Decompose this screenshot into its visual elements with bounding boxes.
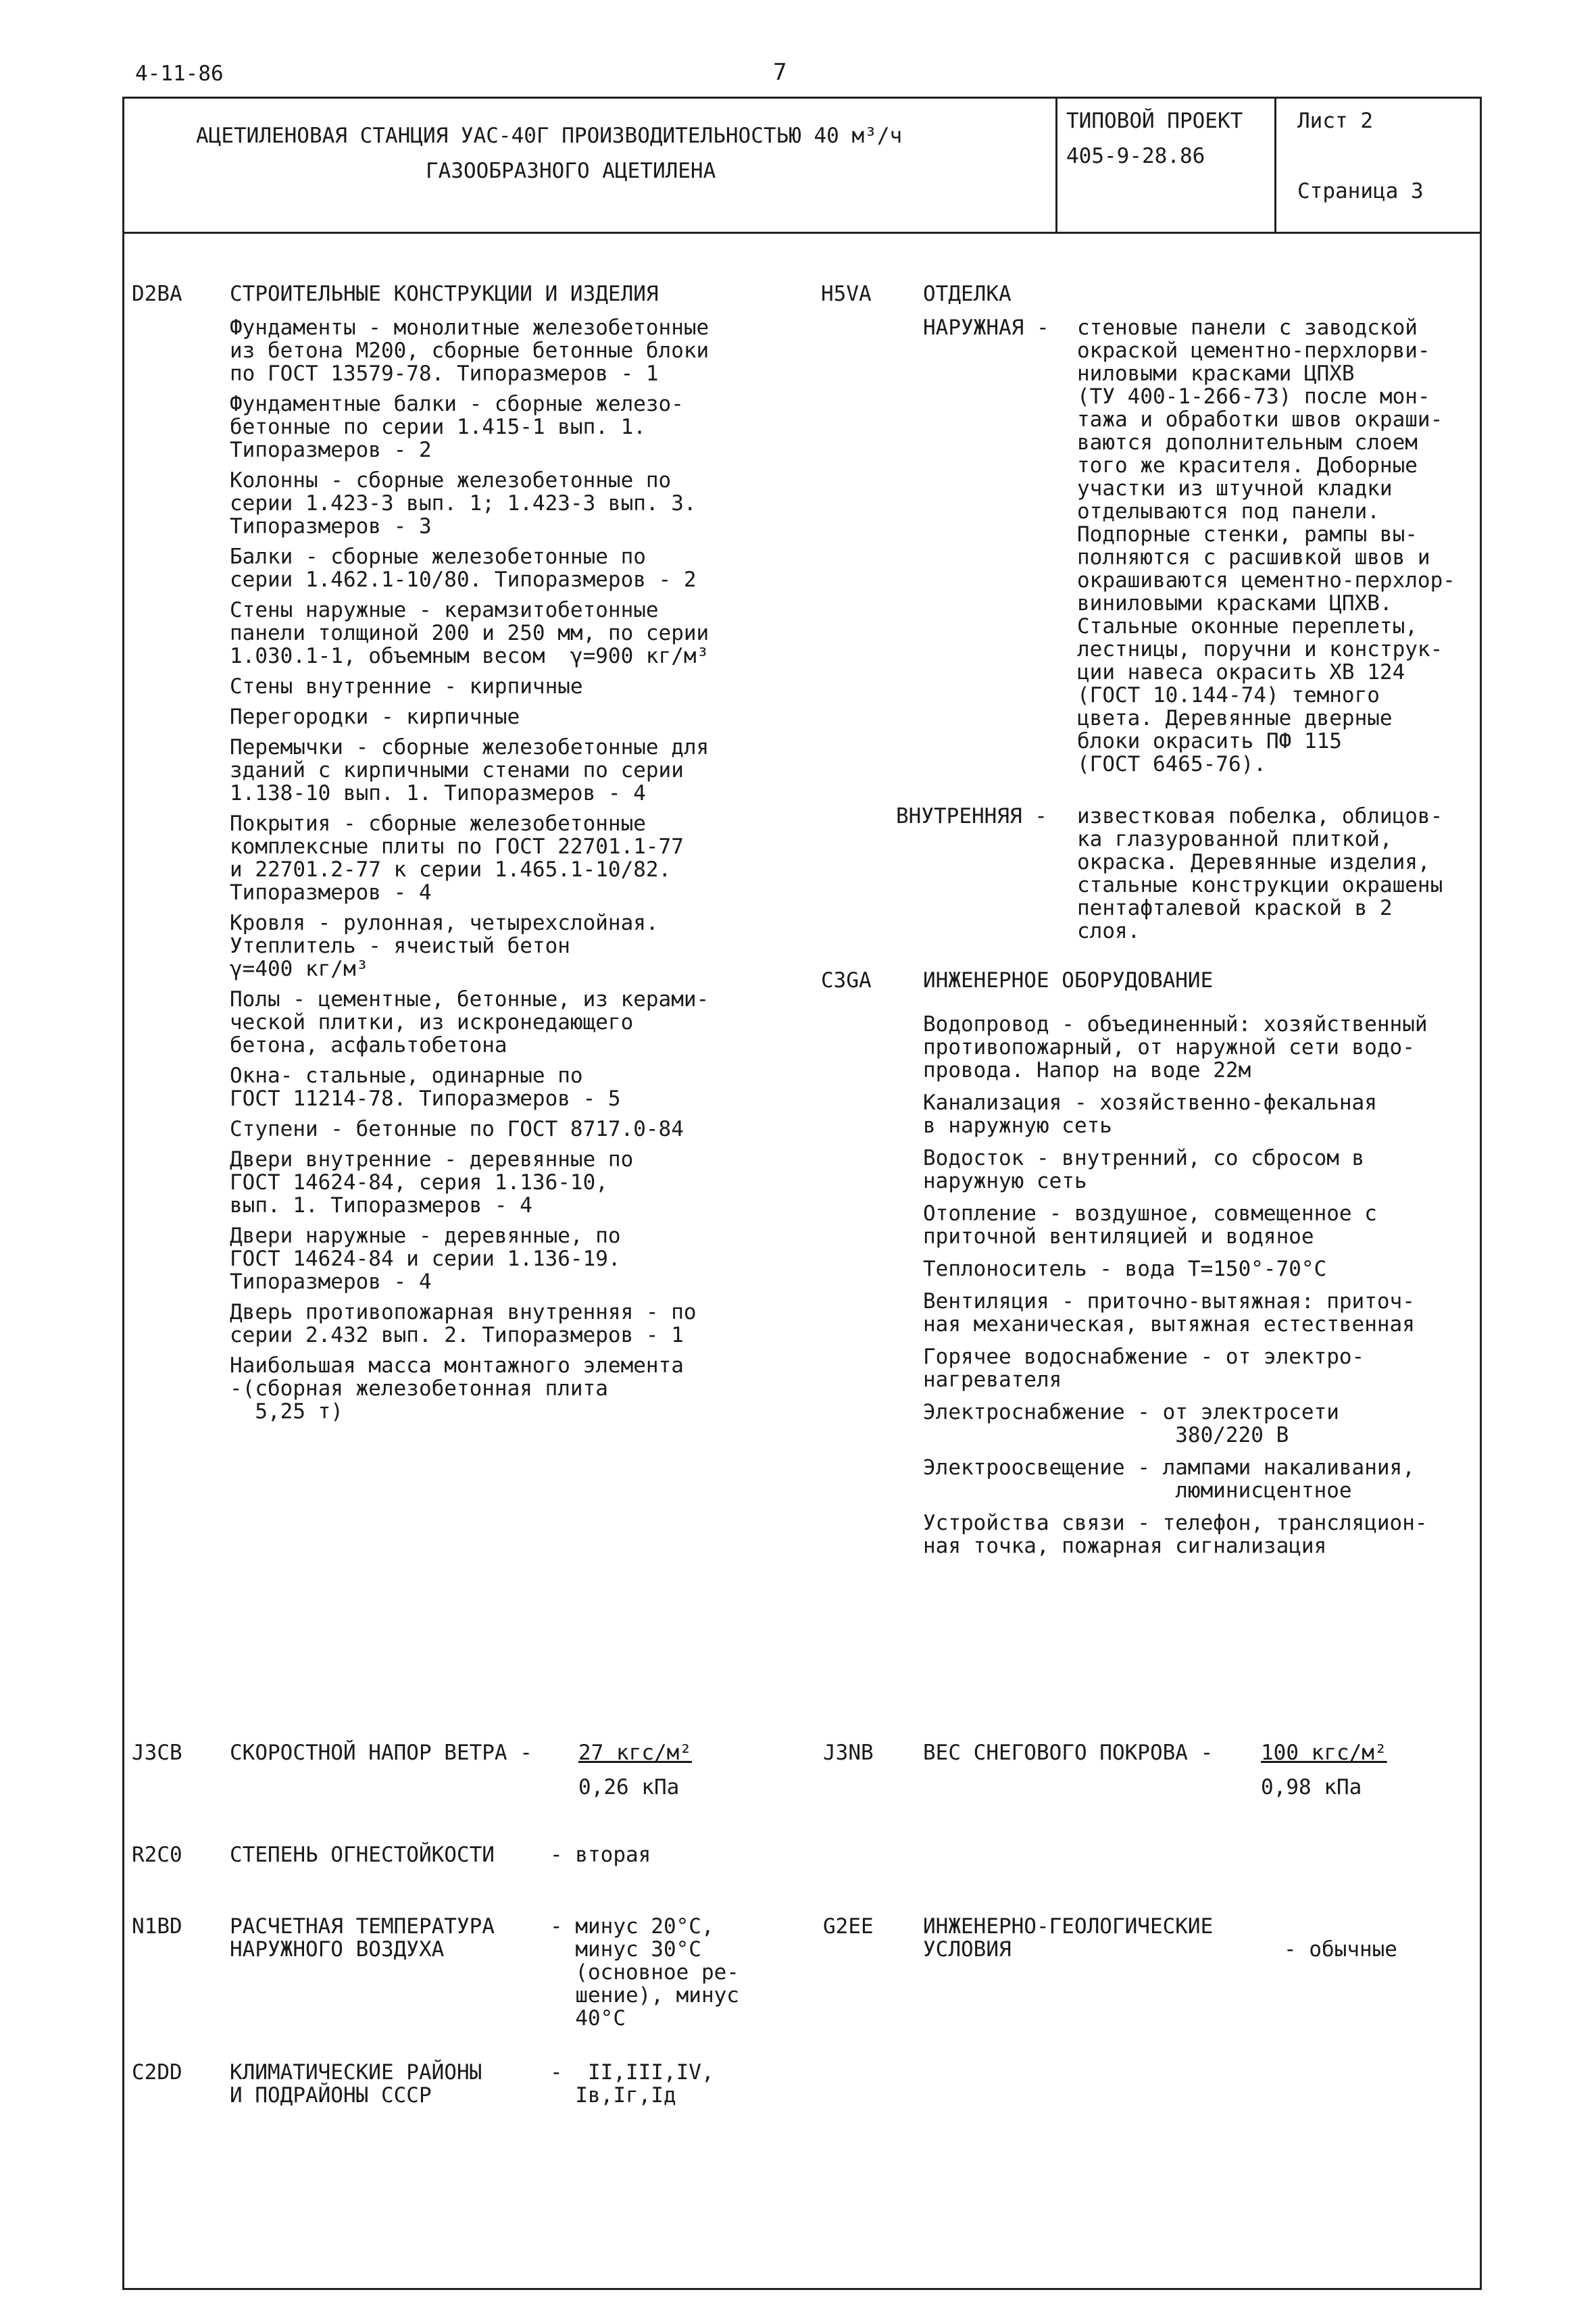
finish-outer-line: того же красителя. Доборные [1077, 453, 1418, 478]
construction-item-line: Типоразмеров - 3 [230, 514, 432, 539]
title-block-divider-1 [1055, 97, 1057, 232]
construction-item-line: Типоразмеров - 4 [230, 1270, 432, 1294]
construction-item-line: Наибольшая масса монтажного элемента [230, 1353, 684, 1378]
construction-item [230, 1301, 811, 1347]
construction-item-line: серии 1.462.1-10/80. Типоразмеров - 2 [230, 568, 697, 592]
finish-outer-line: полняются с расшивкой швов и [1077, 545, 1430, 570]
finish-outer-line: окраской цементно-перхлорви- [1077, 339, 1430, 363]
section-heading: ИНЖЕНЕРНОЕ ОБОРУДОВАНИЕ [923, 968, 1214, 993]
equipment-item-line: Устройства связи - телефон, трансляцион- [923, 1511, 1428, 1535]
design-temperature-line: 40°С [550, 2006, 626, 2031]
construction-item-line: Ступени - бетонные по ГОСТ 8717.0-84 [230, 1117, 684, 1141]
section-code: C3GA [821, 968, 872, 993]
page-number: 7 [773, 59, 787, 86]
construction-item-line: Двери внутренние - деревянные по [230, 1147, 634, 1172]
section-code: N1BD [132, 1914, 182, 1939]
construction-item-line: ГОСТ 14624-84, серия 1.136-10, [230, 1170, 608, 1195]
finish-inner-line: известковая побелка, облицов- [1077, 804, 1443, 828]
page-reference: Страница 3 [1297, 179, 1424, 203]
equipment-item-line: ная точка, пожарная сигнализация [923, 1534, 1327, 1558]
construction-item [230, 812, 811, 904]
document-number: 4-11-86 [135, 61, 224, 86]
equipment-item [923, 1091, 1484, 1137]
finish-outer-line: стеновые панели с заводской [1077, 316, 1418, 340]
equipment-item-line: нагревателя [923, 1368, 1062, 1392]
title-block-divider-2 [1274, 97, 1276, 232]
construction-item [230, 545, 811, 591]
construction-item [230, 393, 811, 462]
equipment-item-line: Водопровод - объединенный: хозяйственный [923, 1012, 1428, 1037]
construction-item [230, 912, 811, 980]
equipment-item [923, 1456, 1484, 1502]
section-heading: ОТДЕЛКА [923, 282, 1012, 306]
equipment-item [923, 1013, 1484, 1082]
construction-item [230, 469, 811, 538]
construction-item-line: вып. 1. Типоразмеров - 4 [230, 1193, 532, 1218]
finish-outer-line: (ТУ 400-1-266-73) после мон- [1077, 384, 1430, 409]
design-temperature-value [550, 1915, 739, 2030]
equipment-item [923, 1147, 1484, 1193]
geology-label-1: ИНЖЕНЕРНО-ГЕОЛОГИЧЕСКИЕ [923, 1914, 1214, 1939]
construction-item-line: Фундаментные балки - сборные железо- [230, 392, 684, 416]
design-temperature-line: - минус 20°С, [550, 1914, 714, 1939]
construction-item-line: Полы - цементные, бетонные, из керами- [230, 987, 709, 1012]
finish-inner-line: пентафталевой краской в 2 [1077, 896, 1393, 920]
equipment-item-line: ная механическая, вытяжная естественная [923, 1312, 1415, 1337]
finish-outer-line: ции навеса окрасить ХВ 124 [1077, 660, 1405, 684]
equipment-item-line: Горячее водоснабжение - от электро- [923, 1345, 1365, 1369]
construction-item-line: 1.138-10 вып. 1. Типоразмеров - 4 [230, 781, 646, 805]
finish-outer-line: лестницы, поручни и конструк- [1077, 637, 1443, 662]
construction-item-line: Кровля - рулонная, четырехслойная. [230, 911, 659, 935]
construction-item-line: Двери наружные - деревянные, по [230, 1224, 621, 1248]
finish-outer-line: блоки окрасить ПФ 115 [1077, 729, 1342, 753]
geology-label-2: УСЛОВИЯ [923, 1937, 1012, 1962]
equipment-item-line: Вентиляция - приточно-вытяжная: приточ- [923, 1289, 1415, 1314]
construction-item-line: Перегородки - кирпичные [230, 705, 520, 729]
finish-inner-line: ка глазурованной плиткой, [1077, 827, 1393, 851]
design-temperature-label-2: НАРУЖНОГО ВОЗДУХА [230, 1937, 445, 1962]
finish-outer-line: (ГОСТ 10.144-74) темного [1077, 683, 1380, 707]
construction-item-line: Типоразмеров - 2 [230, 438, 432, 462]
finish-outer-line: тажа и обработки швов окраши- [1077, 407, 1443, 432]
section-code: J3CB [132, 1741, 182, 1765]
finish-outer-text [1077, 316, 1455, 776]
project-label: ТИПОВОЙ ПРОЕКТ [1066, 109, 1243, 133]
construction-item [230, 675, 811, 698]
equipment-item-line: Отопление - воздушное, совмещенное с [923, 1201, 1377, 1226]
construction-item-line: Типоразмеров - 4 [230, 880, 432, 905]
construction-item-line: ческой плитки, из искронедающего [230, 1010, 634, 1035]
finish-outer-line: Подпорные стенки, рампы вы- [1077, 522, 1418, 547]
construction-item-line: серии 1.423-3 вып. 1; 1.423-3 вып. 3. [230, 491, 697, 516]
snow-load-value: 100 кгс/м² [1261, 1741, 1387, 1765]
construction-item-line: 1.030.1-1, объемным весом γ=900 кг/м³ [230, 644, 709, 668]
design-temperature-line: минус 30°С [550, 1937, 701, 1962]
construction-item-line: панели толщиной 200 и 250 мм, по серии [230, 621, 709, 645]
project-number: 405-9-28.86 [1066, 144, 1205, 168]
geology-value: - обычные [1284, 1937, 1397, 1962]
construction-item [230, 599, 811, 668]
equipment-item-line: провода. Напор на воде 22м [923, 1058, 1251, 1082]
construction-item-line: Стены наружные - керамзитобетонные [230, 598, 659, 622]
title-block-bottom-rule [122, 232, 1482, 234]
equipment-item [923, 1512, 1484, 1558]
section-code: R2C0 [132, 1843, 182, 1867]
climate-label-2: И ПОДРАЙОНЫ СССР [230, 2083, 432, 2108]
construction-item-line: γ=400 кг/м³ [230, 957, 369, 981]
wind-pressure-label: СКОРОСТНОЙ НАПОР ВЕТРА - [230, 1741, 532, 1765]
construction-item [230, 988, 811, 1057]
finish-outer-label: НАРУЖНАЯ - [923, 316, 1049, 340]
equipment-item-line: Электроснабжение - от электросети [923, 1400, 1339, 1424]
section-code: J3NB [823, 1741, 874, 1765]
finish-outer-line: отделываются под панели. [1077, 499, 1380, 524]
section-code: G2EE [823, 1914, 874, 1939]
finish-outer-line: Стальные оконные переплеты, [1077, 614, 1418, 639]
finish-outer-line: участки из штучной кладки [1077, 476, 1393, 501]
equipment-item-line: люминисцентное [923, 1478, 1352, 1503]
construction-item [230, 1148, 811, 1217]
equipment-item-line: Теплоноситель - вода Т=150°-70°С [923, 1257, 1327, 1281]
fire-resistance-label: СТЕПЕНЬ ОГНЕСТОЙКОСТИ [230, 1843, 495, 1867]
construction-item-line: Колонны - сборные железобетонные по [230, 468, 672, 493]
title-line-1: АЦЕТИЛЕНОВАЯ СТАНЦИЯ УАС-40Г ПРОИЗВОДИТЕЛЬНОСТЬЮ 40 м³/ч [196, 124, 903, 148]
snow-load-label: ВЕС СНЕГОВОГО ПОКРОВА - [923, 1741, 1214, 1765]
finish-outer-line: виниловыми красками ЦПХВ. [1077, 591, 1393, 616]
construction-item-line: -(сборная железобетонная плита [230, 1376, 608, 1401]
sheet-number: Лист 2 [1297, 109, 1373, 133]
design-temperature-label-1: РАСЧЕТНАЯ ТЕМПЕРАТУРА [230, 1914, 495, 1939]
construction-item-line: ГОСТ 11214-78. Типоразмеров - 5 [230, 1087, 621, 1111]
section-code: D2BA [132, 282, 182, 306]
design-temperature-line: шение), минус [550, 1983, 739, 2008]
finish-inner-line: стальные конструкции окрашены [1077, 873, 1443, 897]
equipment-item [923, 1345, 1484, 1391]
construction-item-line: Фундаменты - монолитные железобетонные [230, 316, 709, 340]
finish-inner-label: ВНУТРЕННЯЯ - [896, 804, 1047, 828]
wind-pressure-value-kpa: 0,26 кПа [578, 1775, 680, 1799]
construction-item [230, 1354, 811, 1423]
equipment-item [923, 1401, 1484, 1447]
finish-outer-line: ваются дополнительным слоем [1077, 430, 1418, 455]
construction-item-line: зданий с кирпичными стенами по серии [230, 758, 684, 782]
construction-item [230, 1118, 811, 1141]
construction-item-line: комплексные плиты по ГОСТ 22701.1-77 [230, 835, 684, 859]
construction-item-line: по ГОСТ 13579-78. Типоразмеров - 1 [230, 362, 659, 386]
construction-item-line: серии 2.432 вып. 2. Типоразмеров - 1 [230, 1323, 684, 1347]
construction-item-line: и 22701.2-77 к серии 1.465.1-10/82. [230, 857, 672, 882]
construction-item-line: 5,25 т) [230, 1399, 343, 1424]
construction-item [230, 1224, 811, 1293]
construction-item-line: Стены внутренние - кирпичные [230, 674, 583, 699]
construction-list [230, 316, 811, 1430]
finish-inner-line: окраска. Деревянные изделия, [1077, 850, 1430, 874]
equipment-item-line: Канализация - хозяйственно-фекальная [923, 1091, 1377, 1115]
construction-item-line: Балки - сборные железобетонные по [230, 545, 646, 569]
construction-item-line: Покрытия - сборные железобетонные [230, 812, 646, 836]
title-line-2: ГАЗООБРАЗНОГО АЦЕТИЛЕНА [426, 159, 716, 183]
equipment-item-line: приточной вентиляцией и водяное [923, 1224, 1314, 1249]
construction-item-line: Перемычки - сборные железобетонные для [230, 735, 709, 760]
climate-label-1: КЛИМАТИЧЕСКИЕ РАЙОНЫ [230, 2060, 482, 2085]
design-temperature-line: (основное ре- [550, 1960, 739, 1985]
construction-item-line: Утеплитель - ячеистый бетон [230, 934, 570, 958]
equipment-item-line: в наружную сеть [923, 1114, 1112, 1138]
section-code: C2DD [132, 2060, 182, 2085]
section-code: H5VA [821, 282, 872, 306]
construction-item-line: бетона, асфальтобетона [230, 1033, 507, 1057]
equipment-list [923, 1013, 1484, 1567]
construction-item-line: бетонные по серии 1.415-1 вып. 1. [230, 415, 646, 439]
construction-item-line: Дверь противопожарная внутренняя - по [230, 1300, 697, 1324]
construction-item-line: ГОСТ 14624-84 и серии 1.136-19. [230, 1247, 621, 1271]
construction-item [230, 316, 811, 385]
climate-value-1: - II,III,IV, [550, 2060, 714, 2085]
equipment-item-line: Электроосвещение - лампами накаливания, [923, 1455, 1415, 1480]
finish-outer-line: цвета. Деревянные дверные [1077, 706, 1393, 730]
equipment-item [923, 1290, 1484, 1336]
finish-outer-line: (ГОСТ 6465-76). [1077, 752, 1266, 776]
wind-pressure-value: 27 кгс/м² [578, 1741, 692, 1765]
finish-inner-text [1077, 805, 1443, 943]
snow-load-value-kpa: 0,98 кПа [1261, 1775, 1362, 1799]
equipment-item-line: Водосток - внутренний, со сбросом в [923, 1146, 1365, 1170]
equipment-item-line: 380/220 В [923, 1423, 1289, 1447]
construction-item-line: Окна- стальные, одинарные по [230, 1064, 583, 1088]
construction-item-line: из бетона М200, сборные бетонные блоки [230, 339, 709, 363]
finish-outer-line: ниловыми красками ЦПХВ [1077, 362, 1355, 386]
construction-item [230, 736, 811, 805]
climate-value-2: Iв,Iг,Iд [550, 2083, 676, 2108]
section-heading: СТРОИТЕЛЬНЫЕ КОНСТРУКЦИИ И ИЗДЕЛИЯ [230, 282, 659, 306]
equipment-item-line: наружную сеть [923, 1169, 1087, 1193]
finish-outer-line: окрашиваются цементно-перхлор- [1077, 568, 1455, 593]
finish-inner-line: слоя. [1077, 919, 1141, 943]
equipment-item [923, 1202, 1484, 1248]
construction-item [230, 705, 811, 728]
construction-item [230, 1064, 811, 1110]
fire-resistance-value: - вторая [550, 1843, 651, 1867]
equipment-item [923, 1258, 1484, 1280]
equipment-item-line: противопожарный, от наружной сети водо- [923, 1035, 1415, 1060]
